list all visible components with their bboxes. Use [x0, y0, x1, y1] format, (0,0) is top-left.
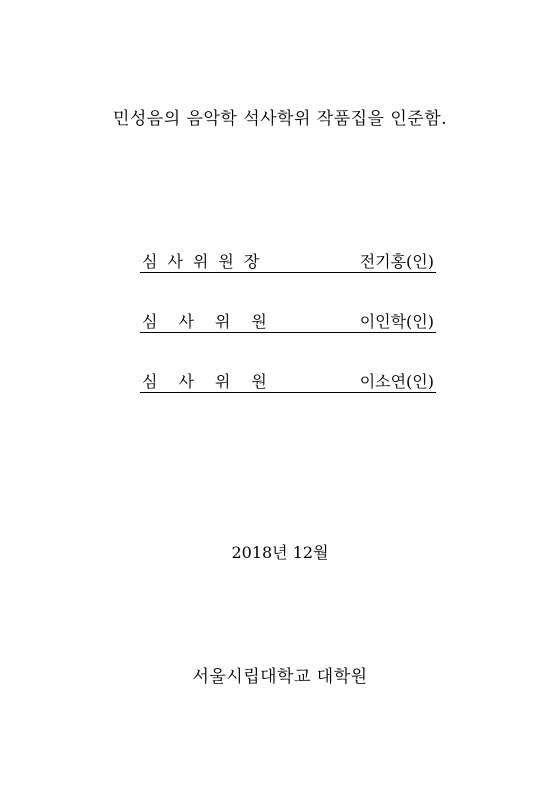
committee-chair-row [140, 246, 436, 273]
approval-date: 2018년 12월 [231, 543, 329, 562]
committee-member-role: 심사위원 [142, 372, 288, 391]
committee-chair-name: 전기홍(인) [359, 252, 434, 271]
committee-chair-role: 심사위원장 [142, 252, 270, 271]
committee-member-role: 심사위원 [142, 312, 288, 331]
institution-name: 서울시립대학교 대학원 [192, 667, 368, 687]
committee-signature-list [140, 246, 436, 426]
committee-member-row [140, 366, 436, 393]
committee-member-row [140, 306, 436, 333]
certification-statement: 민성음의 음악학 석사학위 작품집을 인준함. [112, 109, 448, 129]
committee-member-name: 이소연(인) [359, 372, 434, 391]
committee-member-name: 이인학(인) [359, 312, 434, 331]
